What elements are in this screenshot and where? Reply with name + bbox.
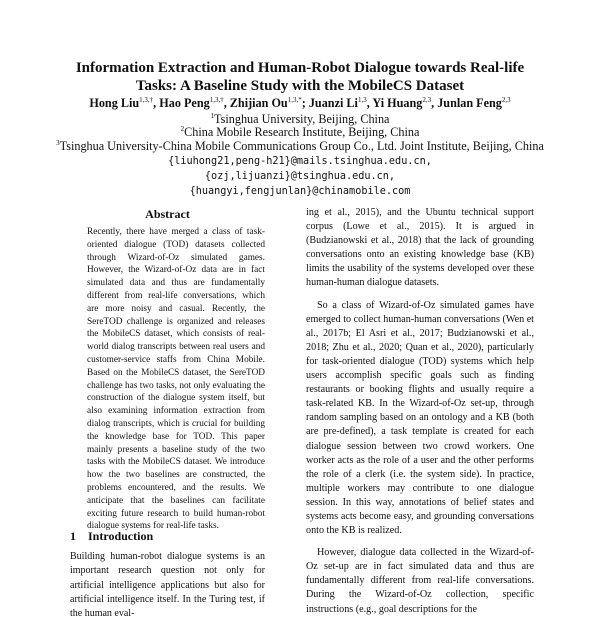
author-list — [20, 95, 580, 111]
author: Juanzi Li$^{1,3}$, — [308, 96, 373, 110]
author-email: {liuhong21,peng-h21}@mails.tsinghua.edu.cn, — [168, 156, 432, 167]
paper-title — [40, 59, 560, 95]
affiliation: $^3$Tsinghua University-China Mobile Communications Group Co., Ltd. Joint Institute, Beijing, China — [56, 139, 544, 153]
right-column — [306, 206, 534, 625]
author: Hong Liu$^{1,3,\dagger}$, — [89, 96, 160, 110]
author-email: {ozj,lijuanzi}@tsinghua.edu.cn, — [204, 171, 396, 182]
author: Junlan Feng$^{2,3}$ — [437, 96, 511, 110]
title-line-1: Information Extraction and Human-Robot Dialogue towards Real-life — [75, 60, 525, 76]
paragraph: So a class of Wizard-of-Oz simulated games have emerged to collect human-human conversations (Wen et al., 2017b; El Asri et al., 2017; Budzianowski et al., 2018; Zhu et al., 2020; Quan et al., 2020), particularly for task-oriented dialogue (TOD) systems which help users accomplish specific goals such as finding restaurants or booking flights and usually require a task-related KB. In the Wizard-of-Oz set-up, through random sampling based on an ontology and a KB (both are pre-defined), a task template is created for each dialogue session between two crowd workers. One worker acts as the role of a user and the other performs the role of a clerk (i.e. the system side). In practice, multiple workers may contribute to one dialogue session. In this way, annotations of belief states and systems acts become easy, and grounding conversations onto the KB is realized. — [306, 299, 534, 537]
section-heading — [70, 529, 153, 544]
author: Hao Peng$^{1,3,\dagger}$, — [159, 96, 230, 110]
section-title: Introduction — [88, 529, 154, 543]
author: Yi Huang$^{2,3}$, — [372, 96, 438, 110]
title-line-2: Tasks: A Baseline Study with the MobileCS Dataset — [135, 78, 465, 94]
section-number: 1 — [70, 529, 76, 543]
affiliation: $^1$Tsinghua University, Beijing, China — [210, 112, 390, 126]
paragraph: ing et al., 2015), and the Ubuntu technical support corpus (Lowe et al., 2015). It is argued in (Budzianowski et al., 2018) that the lack of grounding conversations onto an existing knowledge base (KB) limits the usability of the systems developed over these human-human dialogue datasets. — [306, 207, 534, 289]
paragraph: However, dialogue data collected in the Wizard-of-Oz set-up are in fact simulated data and thus are fundamentally different from real-life conversations. During the Wizard-of-Oz collection, specific instructions (e.g., goal descriptions for the — [306, 547, 534, 615]
abstract-text: Recently, there have merged a class of task-oriented dialogue (TOD) datasets collected through Wizard-of-Oz simulated games. However, the Wizard-of-Oz data are in fact simulated data and thus are fundamentally different from real-life conversations, which are more noisy and casual. Recently, the SereTOD challenge is organized and releases the MobileCS dataset, which consists of real-world dialog transcripts between real users and customer-service staffs from China Mobile. Based on the MobileCS dataset, the SereTOD challenge has two tasks, not only evaluating the construction of the dialogue system itself, but also examining information extraction from dialog transcripts, which is crucial for building the knowledge base for TOD. This paper mainly presents a baseline study of the two tasks with the MobileCS dataset. We introduce how the two baselines are constructed, the problems encountered, and the results. We anticipate that the baselines can facilitate exciting future research to build human-robot dialogue systems for real-life tasks. — [87, 227, 265, 532]
author: Zhijian $Ou^{1,3,*}$; — [229, 96, 309, 110]
abstract-heading: Abstract — [145, 207, 190, 221]
affiliation: $^2$China Mobile Research Institute, Beijing, China — [180, 125, 420, 139]
introduction-text: Building human-robot dialogue systems is an important research question not only for artificial intelligence applications but also for artificial intelligence itself. In the Turing test, if the human eval- — [70, 551, 265, 620]
author-email: {huangyi,fengjunlan}@chinamobile.com — [189, 186, 411, 197]
